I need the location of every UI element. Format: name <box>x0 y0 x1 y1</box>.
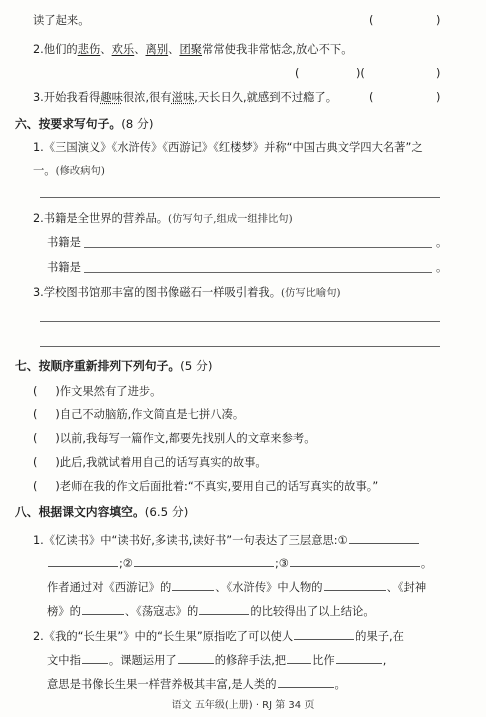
sec8-q2-line2 <box>47 651 386 668</box>
q2-sep: 、 <box>168 43 180 56</box>
sec5-q3 <box>33 90 337 105</box>
q2-text: 的果子,在 <box>355 630 404 643</box>
q1-text: 作者通过对《西游记》的 <box>47 581 172 594</box>
fill-blank[interactable] <box>134 554 274 567</box>
sec8-q1-line4 <box>47 602 375 619</box>
answer-line[interactable] <box>40 197 440 198</box>
q2-text: 2.《我的“长生果”》中的“长生果”原指吃了可以使人 <box>33 630 294 643</box>
section-7-title: 七、按顺序重新排列下列句子。 <box>15 359 181 373</box>
q1-text: 。 <box>420 557 433 570</box>
fill-blank[interactable] <box>294 627 354 640</box>
order-item <box>33 384 161 399</box>
q1-text: ;③ <box>274 557 289 570</box>
sec6-q1-line1: 1.《三国演义》《水浒传》《西游记》《红楼梦》并称“中国古典文学四大名著”之 <box>33 141 423 154</box>
q2-suffix: 常常使我非常惦念,放心不下。 <box>202 43 353 56</box>
q1-text: 一。 <box>33 164 56 177</box>
q3-word-1: 趣味 <box>100 91 123 104</box>
sec8-q1-line2 <box>47 554 432 571</box>
sec6-q2-starter-2: 书籍是 <box>47 261 81 274</box>
order-paren[interactable]: ( ) <box>33 408 60 421</box>
section-8-title: 八、根据课文内容填空。 <box>15 505 145 519</box>
q1-text: 、《封神 <box>386 581 427 594</box>
order-item <box>33 455 267 470</box>
order-item <box>33 479 378 494</box>
q3-text: 3.学校图书馆那丰富的图书像磁石一样吸引着我。 <box>33 286 282 299</box>
q2-text: 2.书籍是全世界的营养品。 <box>33 212 169 225</box>
section-6-title: 六、按要求写句子。 <box>15 117 122 131</box>
sec6-q1-line2 <box>33 163 105 179</box>
q2-text: 文中指 <box>47 654 81 667</box>
fill-blank[interactable] <box>324 578 386 591</box>
q2-word-4: 团聚 <box>179 43 203 56</box>
fill-blank[interactable] <box>199 602 249 615</box>
fill-blank[interactable] <box>278 675 334 688</box>
q2-sep: 、 <box>100 43 112 56</box>
sec8-q1-line1 <box>33 531 420 548</box>
answer-line[interactable] <box>84 247 432 248</box>
order-paren[interactable]: ( ) <box>33 456 60 469</box>
q2-word-1: 悲伤 <box>77 43 101 56</box>
q3-word-2: 滋味 <box>171 91 195 104</box>
fill-blank[interactable] <box>336 651 382 664</box>
q1-text: 1.《忆读书》中“读书好,多读书,读好书”一句表达了三层意思:① <box>33 534 348 547</box>
order-paren[interactable]: ( ) <box>33 432 60 445</box>
order-item-text: 以前,我每写一篇作文,都要先找别人的文章来参考。 <box>59 432 316 445</box>
answer-paren-close: ) <box>436 91 441 104</box>
section-6-score: (8 分) <box>121 117 154 131</box>
order-paren[interactable]: ( ) <box>33 480 60 493</box>
q2-text: 的修辞手法,把 <box>214 654 287 667</box>
fill-blank[interactable] <box>82 602 124 615</box>
q1-text: 的比较得出了以上结论。 <box>250 605 375 618</box>
section-7-score: (5 分) <box>180 359 213 373</box>
q2-text: 比作 <box>312 654 335 667</box>
fill-blank[interactable] <box>287 651 311 664</box>
answer-line[interactable] <box>40 321 440 322</box>
answer-paren-pair: )( <box>356 67 365 80</box>
q3-suffix: ,天长日久,就感到不过瘾了。 <box>194 91 338 104</box>
q2-hint: (仿写句子,组成一组排比句) <box>168 213 293 225</box>
sec8-q2-line1 <box>33 627 404 644</box>
sec5-q2 <box>33 42 353 57</box>
answer-paren-close: ) <box>436 14 441 27</box>
q3-prefix: 3.开始我看得 <box>33 91 101 104</box>
fill-blank[interactable] <box>172 578 214 591</box>
fill-blank[interactable] <box>178 651 214 664</box>
q2-prefix: 2.他们的 <box>33 43 78 56</box>
q2-text: 意思是书像长生果一样营养极其丰富,是人类的 <box>47 678 277 691</box>
sec5-line1: 读了起来。 <box>33 14 90 27</box>
answer-paren-open: ( <box>369 14 374 27</box>
order-item-text: 老师在我的作文后面批着:“不真实,要用自己的话写真实的故事。” <box>59 480 379 493</box>
section-7-heading <box>15 359 212 374</box>
answer-paren-open: ( <box>295 67 300 80</box>
q2-text: , <box>382 654 387 667</box>
section-6-heading <box>15 117 153 132</box>
q2-text: 。 <box>334 678 346 691</box>
page-footer: 语文 五年级(上册) · RJ 第 34 页 <box>171 700 315 711</box>
answer-line[interactable] <box>84 272 432 273</box>
order-item-text: 自己不动脑筋,作文简直是七拼八凑。 <box>59 408 245 421</box>
answer-line[interactable] <box>40 346 440 347</box>
sentence-end: 。 <box>436 261 448 274</box>
q2-sep: 、 <box>134 43 146 56</box>
sec6-q3 <box>33 285 341 301</box>
order-item-text: 此后,我就试着用自己的话写真实的故事。 <box>59 456 267 469</box>
q1-text: 、《荡寇志》的 <box>124 605 199 618</box>
q1-text: 、《水浒传》中人物的 <box>215 581 323 594</box>
fill-blank[interactable] <box>48 554 118 567</box>
q3-mid: 很浓,很有 <box>122 91 172 104</box>
sentence-end: 。 <box>436 236 448 249</box>
q1-text: ;② <box>119 557 133 570</box>
answer-paren-close: ) <box>436 67 441 80</box>
sec6-q2 <box>33 211 293 227</box>
fill-blank[interactable] <box>290 554 420 567</box>
answer-paren-open: ( <box>369 91 374 104</box>
fill-blank[interactable] <box>82 651 108 664</box>
sec8-q2-line3 <box>47 675 346 692</box>
q2-word-3: 离别 <box>145 43 169 56</box>
q1-hint: (修改病句) <box>55 165 105 177</box>
fill-blank[interactable] <box>349 531 419 544</box>
order-item <box>33 407 244 422</box>
q3-hint: (仿写比喻句) <box>281 287 341 299</box>
order-item-text: 作文果然有了进步。 <box>59 385 162 398</box>
order-paren[interactable]: ( ) <box>33 385 60 398</box>
q2-word-2: 欢乐 <box>111 43 135 56</box>
section-8-score: (6.5 分) <box>144 505 189 519</box>
q1-text: 榜》的 <box>47 605 81 618</box>
sec6-q2-starter-1: 书籍是 <box>47 236 81 249</box>
sec8-q1-line3 <box>47 578 426 595</box>
q2-text: 。课题运用了 <box>108 654 177 667</box>
order-item <box>33 431 316 446</box>
section-8-heading <box>15 505 188 520</box>
